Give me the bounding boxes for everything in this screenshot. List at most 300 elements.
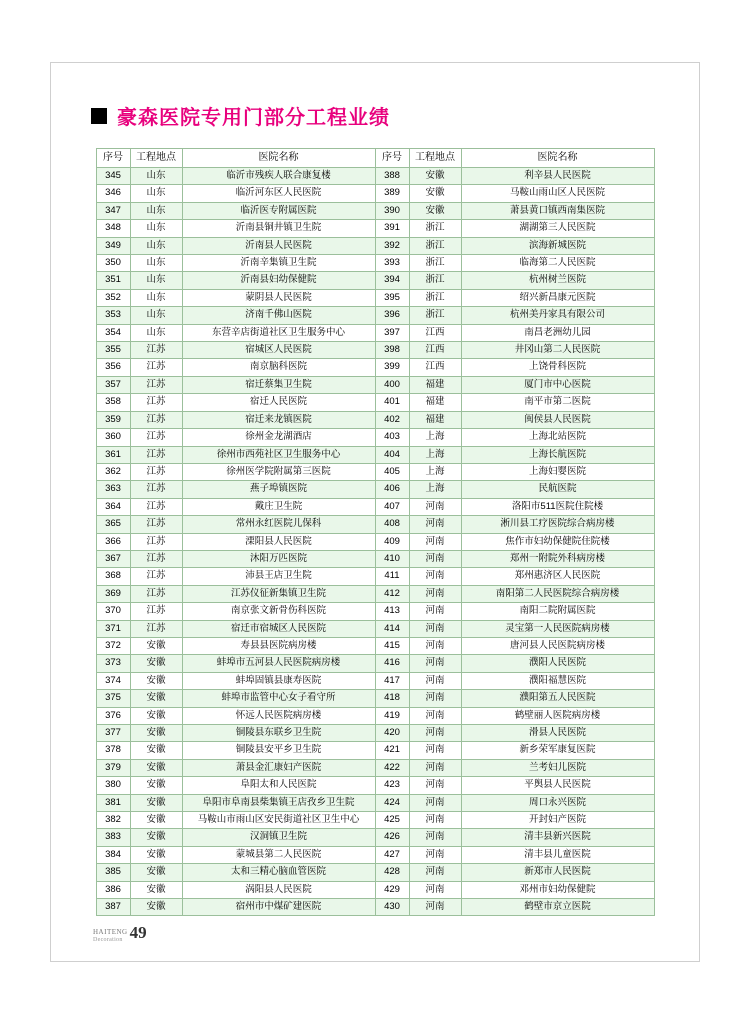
cell-hospital-right: 濮阳第五人民医院	[461, 690, 654, 707]
cell-hospital-left: 燕子埠镇医院	[182, 481, 375, 498]
cell-no-left: 368	[96, 568, 130, 585]
cell-location-left: 安徽	[130, 655, 182, 672]
cell-location-right: 河南	[409, 742, 461, 759]
page-number: 49	[129, 923, 147, 942]
cell-no-left: 345	[96, 168, 130, 185]
title-bullet-icon	[91, 108, 107, 124]
cell-hospital-left: 蒙城县第二人民医院	[182, 846, 375, 863]
cell-location-right: 江西	[409, 342, 461, 359]
cell-no-right: 388	[375, 168, 409, 185]
cell-hospital-right: 南阳第二人民医院综合病房楼	[461, 585, 654, 602]
cell-hospital-left: 宿迁来龙镇医院	[182, 411, 375, 428]
cell-hospital-right: 周口永兴医院	[461, 794, 654, 811]
cell-no-right: 425	[375, 812, 409, 829]
cell-location-left: 山东	[130, 185, 182, 202]
cell-hospital-left: 沂南辛集镇卫生院	[182, 255, 375, 272]
cell-location-right: 江西	[409, 359, 461, 376]
cell-location-right: 河南	[409, 794, 461, 811]
table-row	[96, 829, 654, 846]
cell-no-left: 381	[96, 794, 130, 811]
cell-hospital-left: 沂南县人民医院	[182, 237, 375, 254]
cell-location-right: 河南	[409, 881, 461, 898]
cell-location-left: 安徽	[130, 899, 182, 916]
cell-location-right: 河南	[409, 707, 461, 724]
cell-location-left: 江苏	[130, 376, 182, 393]
cell-hospital-right: 唐河县人民医院病房楼	[461, 637, 654, 654]
table-row	[96, 794, 654, 811]
cell-hospital-right: 杭州树兰医院	[461, 272, 654, 289]
cell-hospital-left: 铜陵县东联乡卫生院	[182, 725, 375, 742]
cell-location-left: 安徽	[130, 881, 182, 898]
table-row	[96, 376, 654, 393]
table-row	[96, 185, 654, 202]
cell-location-left: 江苏	[130, 516, 182, 533]
table-row	[96, 324, 654, 341]
cell-no-right: 419	[375, 707, 409, 724]
cell-no-right: 389	[375, 185, 409, 202]
cell-no-left: 350	[96, 255, 130, 272]
cell-no-right: 417	[375, 672, 409, 689]
cell-no-right: 411	[375, 568, 409, 585]
cell-no-left: 387	[96, 899, 130, 916]
cell-hospital-left: 临沂河东区人民医院	[182, 185, 375, 202]
cell-location-right: 河南	[409, 498, 461, 515]
col-header-location-right: 工程地点	[409, 149, 461, 168]
cell-no-right: 428	[375, 864, 409, 881]
table-row	[96, 603, 654, 620]
table-row	[96, 533, 654, 550]
cell-location-right: 上海	[409, 481, 461, 498]
cell-hospital-right: 开封妇产医院	[461, 812, 654, 829]
cell-location-right: 安徽	[409, 168, 461, 185]
cell-no-right: 399	[375, 359, 409, 376]
cell-location-right: 河南	[409, 585, 461, 602]
page-title: 豪森医院专用门部分工程业绩	[117, 107, 390, 129]
cell-location-right: 上海	[409, 463, 461, 480]
cell-location-left: 安徽	[130, 846, 182, 863]
cell-location-left: 山东	[130, 168, 182, 185]
cell-location-left: 江苏	[130, 463, 182, 480]
cell-no-right: 391	[375, 220, 409, 237]
cell-hospital-left: 蒙阴县人民医院	[182, 289, 375, 306]
cell-location-left: 江苏	[130, 550, 182, 567]
cell-hospital-right: 清丰县儿童医院	[461, 846, 654, 863]
cell-no-left: 360	[96, 429, 130, 446]
cell-location-right: 浙江	[409, 237, 461, 254]
cell-location-right: 河南	[409, 725, 461, 742]
table-row	[96, 220, 654, 237]
cell-location-left: 江苏	[130, 620, 182, 637]
cell-location-left: 安徽	[130, 777, 182, 794]
cell-no-right: 416	[375, 655, 409, 672]
cell-no-left: 347	[96, 202, 130, 219]
cell-hospital-left: 怀远人民医院病房楼	[182, 707, 375, 724]
table-row	[96, 498, 654, 515]
cell-no-left: 383	[96, 829, 130, 846]
cell-location-left: 山东	[130, 324, 182, 341]
cell-no-left: 367	[96, 550, 130, 567]
cell-no-left: 356	[96, 359, 130, 376]
cell-no-right: 398	[375, 342, 409, 359]
cell-no-left: 355	[96, 342, 130, 359]
cell-hospital-right: 新乡荣军康复医院	[461, 742, 654, 759]
table-row	[96, 168, 654, 185]
cell-no-right: 423	[375, 777, 409, 794]
cell-hospital-left: 宿城区人民医院	[182, 342, 375, 359]
cell-hospital-left: 寿县县医院病房楼	[182, 637, 375, 654]
cell-location-right: 河南	[409, 568, 461, 585]
cell-no-left: 357	[96, 376, 130, 393]
cell-location-left: 山东	[130, 272, 182, 289]
cell-hospital-right: 郑州一附院外科病房楼	[461, 550, 654, 567]
cell-no-left: 363	[96, 481, 130, 498]
cell-hospital-right: 邓州市妇幼保健院	[461, 881, 654, 898]
cell-location-left: 安徽	[130, 829, 182, 846]
cell-location-left: 江苏	[130, 446, 182, 463]
table-row	[96, 481, 654, 498]
cell-no-right: 390	[375, 202, 409, 219]
cell-hospital-left: 铜陵县安平乡卫生院	[182, 742, 375, 759]
cell-no-right: 421	[375, 742, 409, 759]
cell-location-right: 河南	[409, 603, 461, 620]
cell-no-left: 348	[96, 220, 130, 237]
cell-no-left: 378	[96, 742, 130, 759]
cell-hospital-right: 利辛县人民医院	[461, 168, 654, 185]
cell-hospital-left: 涡阳县人民医院	[182, 881, 375, 898]
cell-location-right: 河南	[409, 637, 461, 654]
cell-no-right: 408	[375, 516, 409, 533]
cell-no-left: 385	[96, 864, 130, 881]
table-row	[96, 394, 654, 411]
cell-location-right: 上海	[409, 429, 461, 446]
cell-no-right: 414	[375, 620, 409, 637]
cell-location-right: 上海	[409, 446, 461, 463]
col-header-hospital-left: 医院名称	[182, 149, 375, 168]
cell-no-right: 397	[375, 324, 409, 341]
cell-no-left: 386	[96, 881, 130, 898]
cell-no-left: 380	[96, 777, 130, 794]
cell-hospital-left: 阜阳太和人民医院	[182, 777, 375, 794]
cell-hospital-left: 济南千佛山医院	[182, 307, 375, 324]
table-row	[96, 881, 654, 898]
cell-hospital-right: 平舆县人民医院	[461, 777, 654, 794]
cell-hospital-right: 闽侯县人民医院	[461, 411, 654, 428]
cell-hospital-left: 南京张文新骨伤科医院	[182, 603, 375, 620]
cell-no-left: 376	[96, 707, 130, 724]
table-row	[96, 307, 654, 324]
cell-no-right: 400	[375, 376, 409, 393]
cell-location-right: 浙江	[409, 307, 461, 324]
cell-hospital-right: 湖湖第三人民医院	[461, 220, 654, 237]
cell-hospital-left: 宿州市中煤矿建医院	[182, 899, 375, 916]
document-page	[50, 62, 700, 962]
cell-hospital-left: 徐州市西苑社区卫生服务中心	[182, 446, 375, 463]
cell-location-right: 浙江	[409, 255, 461, 272]
cell-location-left: 江苏	[130, 498, 182, 515]
cell-no-right: 402	[375, 411, 409, 428]
cell-location-right: 河南	[409, 690, 461, 707]
cell-location-right: 福建	[409, 394, 461, 411]
cell-no-left: 375	[96, 690, 130, 707]
col-header-no-left: 序号	[96, 149, 130, 168]
cell-location-left: 安徽	[130, 864, 182, 881]
cell-hospital-right: 焦作市妇幼保健院住院楼	[461, 533, 654, 550]
cell-hospital-right: 杭州美丹家具有限公司	[461, 307, 654, 324]
cell-no-right: 427	[375, 846, 409, 863]
table-row	[96, 272, 654, 289]
cell-no-right: 426	[375, 829, 409, 846]
table-row	[96, 255, 654, 272]
cell-no-left: 361	[96, 446, 130, 463]
cell-hospital-left: 马鞍山市雨山区安民街道社区卫生中心	[182, 812, 375, 829]
logo-line-1: HAITENG	[93, 928, 128, 937]
cell-no-right: 404	[375, 446, 409, 463]
cell-location-left: 山东	[130, 237, 182, 254]
cell-hospital-right: 上饶骨科医院	[461, 359, 654, 376]
cell-no-right: 413	[375, 603, 409, 620]
table-row	[96, 620, 654, 637]
cell-no-right: 429	[375, 881, 409, 898]
cell-hospital-right: 灵宝第一人民医院病房楼	[461, 620, 654, 637]
cell-location-right: 河南	[409, 655, 461, 672]
cell-no-right: 393	[375, 255, 409, 272]
table-row	[96, 585, 654, 602]
col-header-no-right: 序号	[375, 149, 409, 168]
cell-hospital-right: 郑州惠济区人民医院	[461, 568, 654, 585]
table-row	[96, 690, 654, 707]
table-row	[96, 864, 654, 881]
cell-location-right: 河南	[409, 846, 461, 863]
cell-no-left: 352	[96, 289, 130, 306]
cell-no-right: 394	[375, 272, 409, 289]
cell-location-left: 山东	[130, 220, 182, 237]
cell-hospital-right: 绍兴新昌康元医院	[461, 289, 654, 306]
cell-hospital-right: 上海妇婴医院	[461, 463, 654, 480]
table-row	[96, 342, 654, 359]
cell-location-right: 河南	[409, 550, 461, 567]
cell-location-right: 浙江	[409, 289, 461, 306]
cell-location-right: 河南	[409, 620, 461, 637]
cell-no-right: 405	[375, 463, 409, 480]
table-row	[96, 550, 654, 567]
table-row	[96, 655, 654, 672]
cell-no-left: 374	[96, 672, 130, 689]
cell-location-left: 江苏	[130, 359, 182, 376]
cell-hospital-left: 东营辛店街道社区卫生服务中心	[182, 324, 375, 341]
cell-hospital-left: 常州永红医院儿保科	[182, 516, 375, 533]
cell-no-right: 401	[375, 394, 409, 411]
cell-location-right: 福建	[409, 376, 461, 393]
cell-location-left: 山东	[130, 307, 182, 324]
cell-no-left: 369	[96, 585, 130, 602]
cell-no-left: 372	[96, 637, 130, 654]
cell-hospital-left: 沂南县妇幼保健院	[182, 272, 375, 289]
cell-no-left: 379	[96, 759, 130, 776]
cell-location-left: 江苏	[130, 429, 182, 446]
cell-location-left: 江苏	[130, 481, 182, 498]
cell-no-right: 412	[375, 585, 409, 602]
cell-hospital-left: 沐阳万匹医院	[182, 550, 375, 567]
table-row	[96, 846, 654, 863]
col-header-location-left: 工程地点	[130, 149, 182, 168]
cell-location-left: 安徽	[130, 725, 182, 742]
cell-hospital-left: 南京脑科医院	[182, 359, 375, 376]
cell-hospital-right: 民航医院	[461, 481, 654, 498]
cell-no-left: 365	[96, 516, 130, 533]
cell-location-left: 安徽	[130, 812, 182, 829]
cell-location-right: 浙江	[409, 220, 461, 237]
cell-no-left: 351	[96, 272, 130, 289]
table-row	[96, 742, 654, 759]
cell-location-right: 河南	[409, 812, 461, 829]
cell-hospital-left: 萧县金汇康妇产医院	[182, 759, 375, 776]
cell-hospital-right: 临海第二人民医院	[461, 255, 654, 272]
cell-location-left: 安徽	[130, 759, 182, 776]
cell-hospital-left: 蚌埠固镇县康寿医院	[182, 672, 375, 689]
cell-hospital-left: 汉洞镇卫生院	[182, 829, 375, 846]
cell-no-right: 409	[375, 533, 409, 550]
cell-hospital-right: 滨海新城医院	[461, 237, 654, 254]
table-row	[96, 202, 654, 219]
cell-no-left: 349	[96, 237, 130, 254]
cell-hospital-right: 淅川县工疗医院综合病房楼	[461, 516, 654, 533]
page-footer	[93, 923, 147, 943]
cell-no-right: 430	[375, 899, 409, 916]
cell-hospital-left: 宿迁市宿城区人民医院	[182, 620, 375, 637]
cell-hospital-right: 清丰县新兴医院	[461, 829, 654, 846]
cell-no-right: 420	[375, 725, 409, 742]
cell-location-left: 江苏	[130, 394, 182, 411]
cell-no-left: 384	[96, 846, 130, 863]
cell-location-right: 河南	[409, 899, 461, 916]
col-header-hospital-right: 医院名称	[461, 149, 654, 168]
table-row	[96, 725, 654, 742]
cell-location-right: 河南	[409, 864, 461, 881]
cell-location-left: 山东	[130, 289, 182, 306]
cell-location-left: 江苏	[130, 568, 182, 585]
cell-location-right: 福建	[409, 411, 461, 428]
cell-location-right: 江西	[409, 324, 461, 341]
cell-location-left: 安徽	[130, 637, 182, 654]
cell-location-left: 江苏	[130, 342, 182, 359]
cell-location-right: 浙江	[409, 272, 461, 289]
cell-location-left: 山东	[130, 202, 182, 219]
cell-hospital-right: 上海北站医院	[461, 429, 654, 446]
cell-hospital-right: 南平市第二医院	[461, 394, 654, 411]
cell-no-left: 373	[96, 655, 130, 672]
page-title-row	[91, 101, 699, 130]
table-row	[96, 429, 654, 446]
cell-hospital-right: 马鞍山雨山区人民医院	[461, 185, 654, 202]
cell-location-right: 河南	[409, 672, 461, 689]
cell-hospital-right: 萧县黄口镇西南集医院	[461, 202, 654, 219]
cell-hospital-right: 滑县人民医院	[461, 725, 654, 742]
cell-location-right: 河南	[409, 777, 461, 794]
cell-no-right: 407	[375, 498, 409, 515]
cell-location-right: 安徽	[409, 202, 461, 219]
table-row	[96, 463, 654, 480]
cell-location-left: 山东	[130, 255, 182, 272]
cell-no-right: 406	[375, 481, 409, 498]
table-row	[96, 812, 654, 829]
table-row	[96, 411, 654, 428]
cell-no-left: 353	[96, 307, 130, 324]
cell-hospital-right: 兰考妇儿医院	[461, 759, 654, 776]
cell-no-right: 422	[375, 759, 409, 776]
cell-hospital-right: 鹤壁市京立医院	[461, 899, 654, 916]
table-row	[96, 777, 654, 794]
cell-location-left: 安徽	[130, 690, 182, 707]
cell-hospital-left: 临沂市残疾人联合康复楼	[182, 168, 375, 185]
cell-hospital-left: 沛县王店卫生院	[182, 568, 375, 585]
cell-hospital-left: 蚌埠市监管中心女子看守所	[182, 690, 375, 707]
table-row	[96, 899, 654, 916]
cell-hospital-left: 临沂医专附属医院	[182, 202, 375, 219]
cell-hospital-right: 南昌老洲幼儿园	[461, 324, 654, 341]
cell-hospital-right: 洛阳市511医院住院楼	[461, 498, 654, 515]
table-row	[96, 289, 654, 306]
table-row	[96, 516, 654, 533]
cell-no-left: 358	[96, 394, 130, 411]
cell-location-right: 河南	[409, 516, 461, 533]
projects-table	[96, 148, 655, 916]
company-logo	[93, 929, 128, 943]
cell-hospital-right: 濮阳福慧医院	[461, 672, 654, 689]
table-row	[96, 759, 654, 776]
cell-hospital-right: 濮阳人民医院	[461, 655, 654, 672]
cell-location-left: 江苏	[130, 603, 182, 620]
table-row	[96, 359, 654, 376]
table-header-row	[96, 149, 654, 168]
cell-location-right: 安徽	[409, 185, 461, 202]
cell-no-right: 424	[375, 794, 409, 811]
table-row	[96, 672, 654, 689]
cell-no-left: 359	[96, 411, 130, 428]
cell-no-left: 362	[96, 463, 130, 480]
cell-hospital-left: 徐州金龙湖酒店	[182, 429, 375, 446]
cell-location-right: 河南	[409, 533, 461, 550]
cell-no-left: 377	[96, 725, 130, 742]
cell-no-left: 370	[96, 603, 130, 620]
cell-hospital-left: 蚌埠市五河县人民医院病房楼	[182, 655, 375, 672]
cell-hospital-right: 厦门市中心医院	[461, 376, 654, 393]
cell-location-left: 江苏	[130, 533, 182, 550]
cell-hospital-left: 戴庄卫生院	[182, 498, 375, 515]
cell-hospital-left: 太和三精心脑血管医院	[182, 864, 375, 881]
cell-hospital-left: 宿迁人民医院	[182, 394, 375, 411]
cell-hospital-right: 上海长航医院	[461, 446, 654, 463]
cell-no-right: 392	[375, 237, 409, 254]
cell-location-left: 安徽	[130, 794, 182, 811]
cell-hospital-left: 沂南县铜井镇卫生院	[182, 220, 375, 237]
cell-hospital-left: 宿迁蔡集卫生院	[182, 376, 375, 393]
table-row	[96, 568, 654, 585]
cell-location-right: 河南	[409, 759, 461, 776]
logo-line-2: Decoration	[93, 936, 123, 943]
cell-no-left: 354	[96, 324, 130, 341]
cell-hospital-left: 徐州医学院附属第三医院	[182, 463, 375, 480]
cell-hospital-right: 井冈山第二人民医院	[461, 342, 654, 359]
cell-no-right: 418	[375, 690, 409, 707]
cell-hospital-right: 新郑市人民医院	[461, 864, 654, 881]
table-row	[96, 707, 654, 724]
cell-no-left: 366	[96, 533, 130, 550]
cell-no-right: 396	[375, 307, 409, 324]
cell-hospital-left: 江苏仪征新集镇卫生院	[182, 585, 375, 602]
cell-no-left: 382	[96, 812, 130, 829]
table-row	[96, 637, 654, 654]
cell-no-right: 410	[375, 550, 409, 567]
